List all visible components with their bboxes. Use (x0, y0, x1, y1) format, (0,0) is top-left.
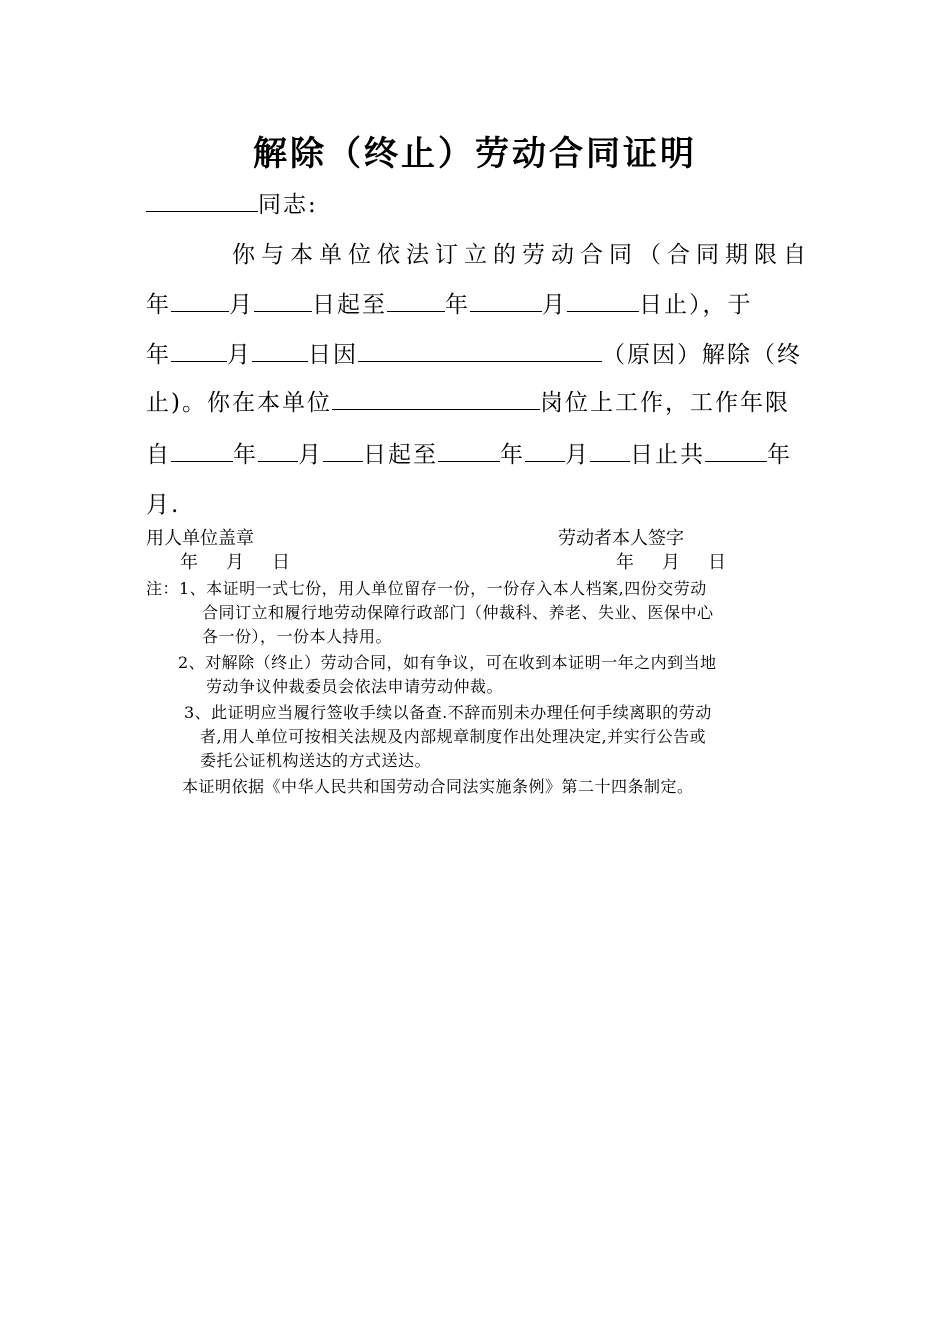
body-line-3 (146, 336, 802, 369)
text-year: 年 (146, 292, 171, 318)
text-day-because: 日因 (308, 342, 358, 368)
text-year: 年 (500, 442, 525, 468)
text-from: 自 (146, 442, 171, 468)
text-reason-terminate: （原因）解除（终 (602, 342, 802, 368)
text-year: 年 (616, 552, 634, 573)
employer-date (180, 548, 290, 574)
note-2-line-2: 劳动争议仲裁委员会依法申请劳动仲裁。 (206, 677, 504, 696)
text-day-end: 日止），于 (639, 292, 753, 318)
work-start-day-blank[interactable] (323, 443, 363, 462)
note-3-line-2: 者,用人单位可按相关法规及内部规章制度作出处理决定,并实行公告或 (200, 727, 707, 746)
note-2-line-1: 2、对解除（终止）劳动合同，如有争议，可在收到本证明一年之内到当地 (178, 653, 717, 672)
text-day-from-to: 日起至 (312, 292, 387, 318)
work-start-year-blank[interactable] (171, 443, 233, 462)
legal-basis: 本证明依据《中华人民共和国劳动合同法实施条例》第二十四条制定。 (182, 777, 694, 796)
termination-year-blank[interactable] (171, 343, 227, 362)
text-month: 月 (229, 292, 254, 318)
work-end-month-blank[interactable] (525, 443, 565, 462)
text-month: 月 (227, 342, 252, 368)
text-day-from-to: 日起至 (363, 442, 438, 468)
position-blank[interactable] (332, 391, 540, 410)
name-blank[interactable] (146, 193, 258, 212)
text-position-duration: 岗位上工作，工作年限 (539, 390, 790, 416)
end-month-blank[interactable] (470, 293, 542, 312)
body-line-1: 你与本单位依法订立的劳动合同（合同期限自 (232, 242, 812, 268)
text-year: 年 (146, 342, 171, 368)
note-3-line-3: 委托公证机构送达的方式送达。 (200, 751, 432, 770)
text-work-at: 止)。你在本单位 (146, 390, 332, 416)
employee-date (616, 548, 726, 574)
salutation-line (146, 186, 318, 219)
text-year: 年 (445, 292, 470, 318)
start-year-blank[interactable] (171, 293, 229, 312)
work-end-day-blank[interactable] (590, 443, 630, 462)
text-month: 月 (298, 442, 323, 468)
work-end-year-blank[interactable] (438, 443, 500, 462)
note-1-line-1: 注：1、本证明一式七份，用人单位留存一份，一份存入本人档案,四份交劳动 (146, 579, 707, 598)
text-year: 年 (233, 442, 258, 468)
termination-month-blank[interactable] (252, 343, 308, 362)
text-year: 年 (180, 552, 198, 573)
text-month: 月 (662, 552, 680, 573)
note-1-line-3: 各一份），一份本人持用。 (202, 627, 393, 646)
total-years-blank[interactable] (705, 443, 767, 462)
work-start-month-blank[interactable] (258, 443, 298, 462)
text-day: 日 (708, 552, 726, 573)
text-day: 日 (272, 552, 290, 573)
end-year-blank[interactable] (387, 293, 445, 312)
salutation-text: 同志: (258, 192, 318, 218)
body-line-2 (146, 286, 753, 319)
end-day-blank[interactable] (567, 293, 639, 312)
text-day-total: 日止共 (630, 442, 705, 468)
body-line-5 (146, 436, 792, 469)
text-month: 月 (565, 442, 590, 468)
text-month: 月 (226, 552, 244, 573)
start-month-blank[interactable] (254, 293, 312, 312)
document-title: 解除（终止）劳动合同证明 (253, 134, 697, 174)
employer-seal-label: 用人单位盖章 (146, 528, 254, 549)
employee-signature-label: 劳动者本人签字 (558, 528, 684, 549)
text-year: 年 (767, 442, 792, 468)
note-1-line-2: 合同订立和履行地劳动保障行政部门（仲裁科、养老、失业、医保中心 (202, 603, 714, 622)
text-month: 月 (542, 292, 567, 318)
reason-blank[interactable] (358, 343, 602, 362)
body-line-6: 月. (146, 492, 181, 518)
note-3-line-1: 3、此证明应当履行签收手续以备查.不辞而别未办理任何手续离职的劳动 (184, 703, 712, 722)
body-line-4 (146, 384, 790, 417)
